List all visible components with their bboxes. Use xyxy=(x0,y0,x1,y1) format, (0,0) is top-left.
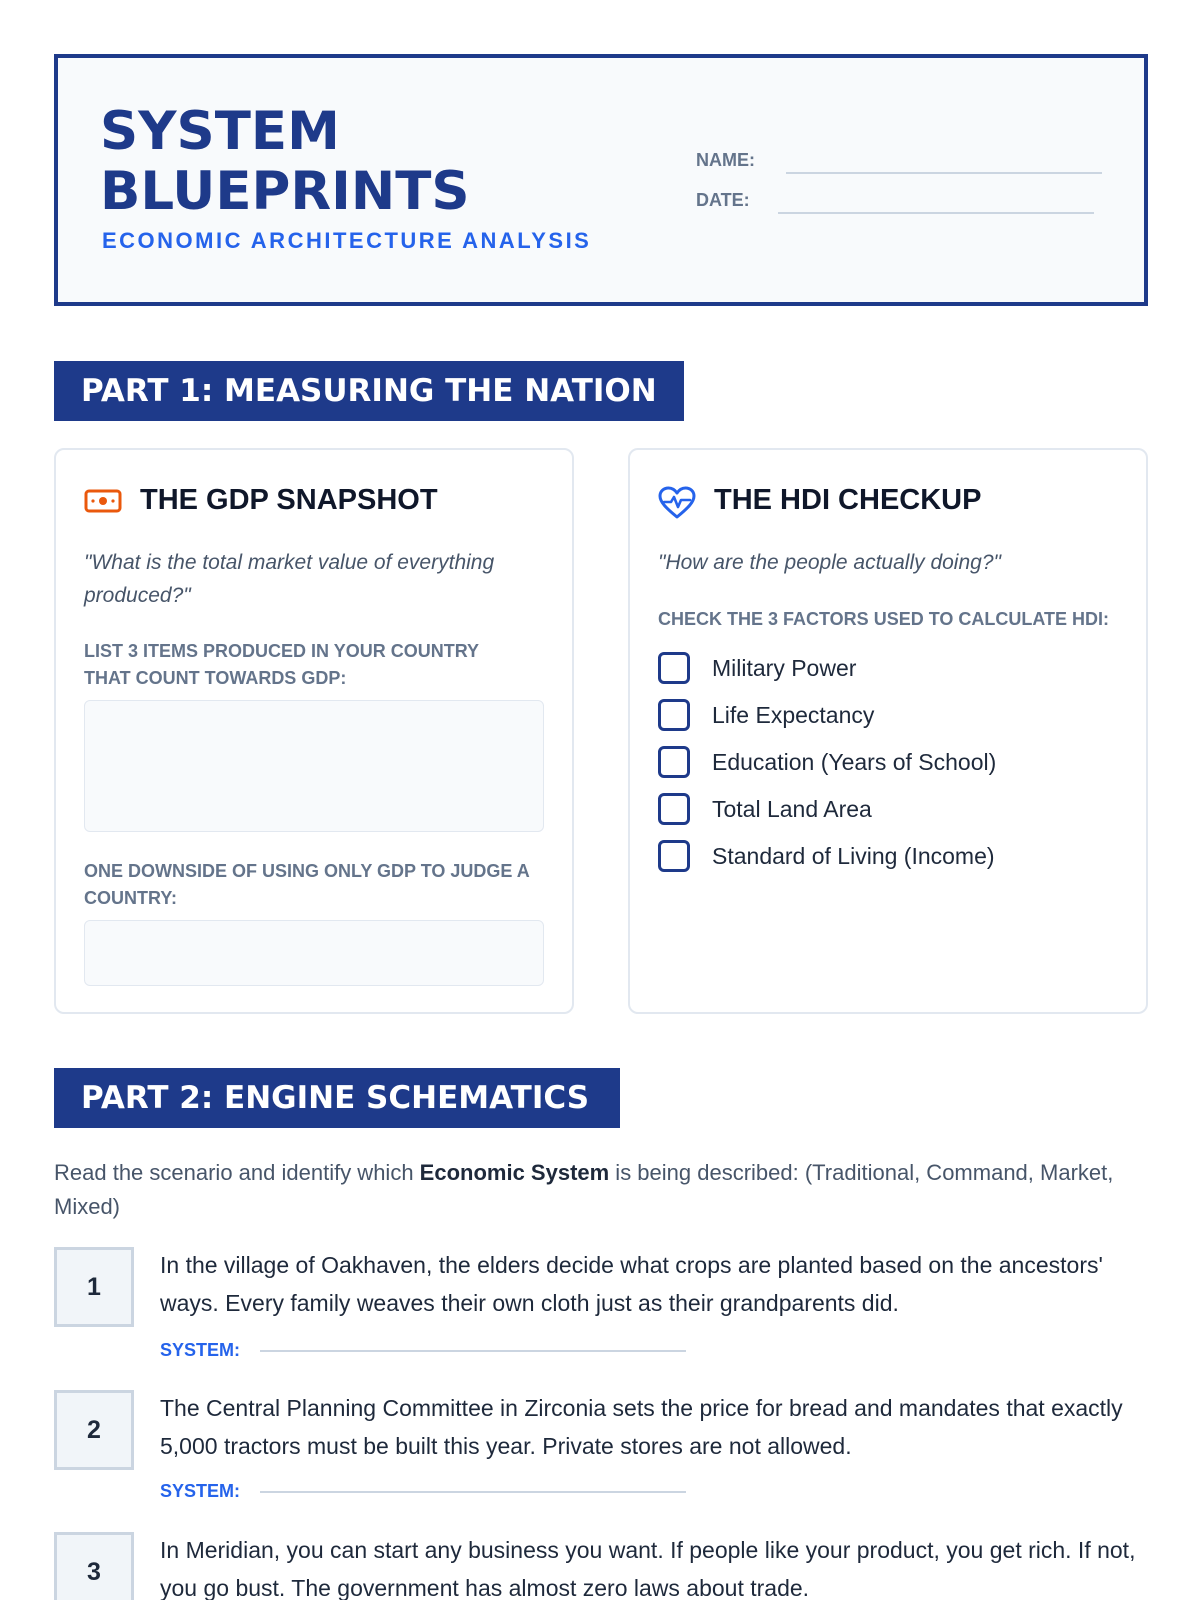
system-answer-line-1[interactable] xyxy=(260,1350,686,1352)
part2-instructions xyxy=(54,1156,1148,1224)
scenario-text-3: In Meridian, you can start any business you want. If people like your product, you get rich. If not, you go bust. The government has almost zero laws about trade. xyxy=(160,1537,1136,1600)
intro-text-bold: Economic System xyxy=(419,1160,610,1185)
hdi-option-2 xyxy=(658,698,874,732)
intro-text-end: is being described: (Traditional, Command, Market, Mixed) xyxy=(54,1160,1114,1219)
scenario-number-2: 2 xyxy=(54,1390,134,1470)
heart-pulse-icon xyxy=(658,486,696,525)
hdi-option-label: Education (Years of School) xyxy=(712,748,997,775)
part1-heading: PART 1: MEASURING THE NATION xyxy=(54,361,684,421)
hdi-option-5 xyxy=(658,839,995,873)
scenario-number-3: 3 xyxy=(54,1532,134,1600)
hdi-option-label: Standard of Living (Income) xyxy=(712,842,995,869)
name-field[interactable] xyxy=(786,172,1102,174)
hdi-checkbox-1[interactable] xyxy=(658,652,690,684)
system-label-1: SYSTEM: xyxy=(160,1340,241,1360)
money-bill-icon xyxy=(84,488,122,519)
hdi-option-3 xyxy=(658,745,996,779)
date-label: DATE: xyxy=(696,190,750,210)
gdp-quote: "What is the total market value of everything produced?" xyxy=(84,551,495,607)
name-label: NAME: xyxy=(696,150,755,170)
hdi-option-1 xyxy=(658,651,856,685)
subtitle: ECONOMIC ARCHITECTURE ANALYSIS xyxy=(102,228,592,253)
gdp-prompt-1: LIST 3 ITEMS PRODUCED IN YOUR COUNTRY THAT COUNT TOWARDS GDP: xyxy=(84,641,479,688)
scenario-number-1: 1 xyxy=(54,1247,134,1327)
worksheet-header xyxy=(54,54,1148,306)
title-line-1: SYSTEM xyxy=(100,101,340,162)
gdp-prompt-2: ONE DOWNSIDE OF USING ONLY GDP TO JUDGE A COUNTRY: xyxy=(84,861,530,908)
hdi-prompt: CHECK THE 3 FACTORS USED TO CALCULATE HDI: xyxy=(658,609,1110,629)
hdi-checkbox-3[interactable] xyxy=(658,746,690,778)
hdi-quote: "How are the people actually doing?" xyxy=(658,551,1001,574)
gdp-items-answer-box[interactable] xyxy=(84,700,544,832)
system-answer-line-2[interactable] xyxy=(260,1491,686,1493)
hdi-option-label: Military Power xyxy=(712,654,857,681)
hdi-title: THE HDI CHECKUP xyxy=(714,484,982,516)
scenario-text-1: In the village of Oakhaven, the elders decide what crops are planted based on the ancestors' ways. Every family weaves their own cloth just as their grandparents did. xyxy=(160,1252,1103,1316)
date-field[interactable] xyxy=(778,212,1094,214)
gdp-card xyxy=(54,448,574,1014)
hdi-option-4 xyxy=(658,792,872,826)
part2-heading: PART 2: ENGINE SCHEMATICS xyxy=(54,1068,620,1128)
intro-text-start: Read the scenario and identify which xyxy=(54,1160,420,1185)
gdp-title: THE GDP SNAPSHOT xyxy=(140,484,438,516)
title-line-2: BLUEPRINTS xyxy=(100,161,470,222)
hdi-option-label: Life Expectancy xyxy=(712,701,875,728)
hdi-checkbox-4[interactable] xyxy=(658,793,690,825)
system-label-2: SYSTEM: xyxy=(160,1481,241,1501)
scenario-text-2: The Central Planning Committee in Zirconia sets the price for bread and mandates that exactly 5,000 tractors must be built this year. Private stores are not allowed. xyxy=(160,1395,1123,1459)
hdi-checkbox-2[interactable] xyxy=(658,699,690,731)
hdi-option-label: Total Land Area xyxy=(712,795,872,822)
hdi-card xyxy=(628,448,1148,1014)
gdp-downside-answer-box[interactable] xyxy=(84,920,544,986)
hdi-checkbox-5[interactable] xyxy=(658,840,690,872)
